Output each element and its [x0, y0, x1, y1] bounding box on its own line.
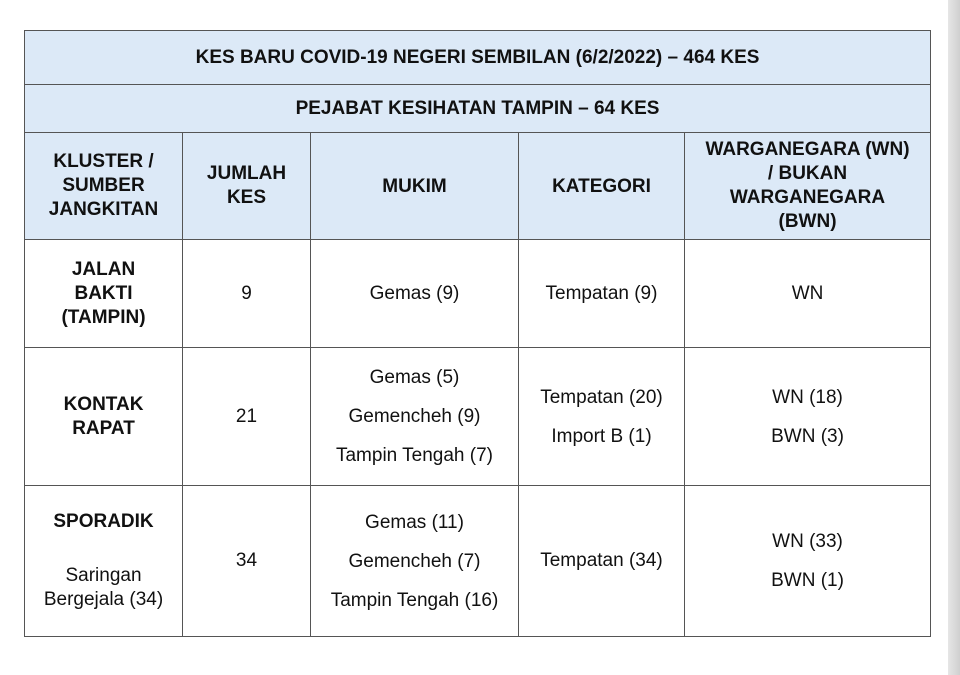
- header-kategori: KATEGORI: [519, 133, 685, 240]
- cell-kluster: KONTAK RAPAT: [25, 348, 183, 486]
- table-row: [25, 348, 931, 486]
- cell-kategori: Tempatan (20) Import B (1): [519, 348, 685, 486]
- table-title: KES BARU COVID-19 NEGERI SEMBILAN (6/2/2022) – 464 KES: [25, 31, 931, 85]
- page-edge-shadow: [948, 0, 960, 675]
- header-warganegara: WARGANEGARA (WN) / BUKAN WARGANEGARA (BWN): [685, 133, 931, 240]
- table-subtitle: PEJABAT KESIHATAN TAMPIN – 64 KES: [25, 85, 931, 133]
- cell-kluster: SPORADIK Saringan Bergejala (34): [25, 486, 183, 637]
- cell-warganegara: WN: [685, 240, 931, 348]
- cell-mukim: Gemas (11) Gemencheh (7) Tampin Tengah (16): [311, 486, 519, 637]
- header-row: [25, 133, 931, 240]
- header-mukim: MUKIM: [311, 133, 519, 240]
- cell-kluster: JALAN BAKTI (TAMPIN): [25, 240, 183, 348]
- header-kluster: KLUSTER / SUMBER JANGKITAN: [25, 133, 183, 240]
- cell-warganegara: WN (33) BWN (1): [685, 486, 931, 637]
- cell-warganegara: WN (18) BWN (3): [685, 348, 931, 486]
- cell-mukim: Gemas (9): [311, 240, 519, 348]
- cell-jumlah: 34: [183, 486, 311, 637]
- cell-kategori: Tempatan (34): [519, 486, 685, 637]
- header-jumlah: JUMLAH KES: [183, 133, 311, 240]
- cell-jumlah: 21: [183, 348, 311, 486]
- covid-cases-table: [24, 30, 931, 637]
- table-row: [25, 240, 931, 348]
- table-row: [25, 486, 931, 637]
- cell-jumlah: 9: [183, 240, 311, 348]
- cell-kategori: Tempatan (9): [519, 240, 685, 348]
- cell-mukim: Gemas (5) Gemencheh (9) Tampin Tengah (7): [311, 348, 519, 486]
- subtitle-row: [25, 85, 931, 133]
- title-row: [25, 31, 931, 85]
